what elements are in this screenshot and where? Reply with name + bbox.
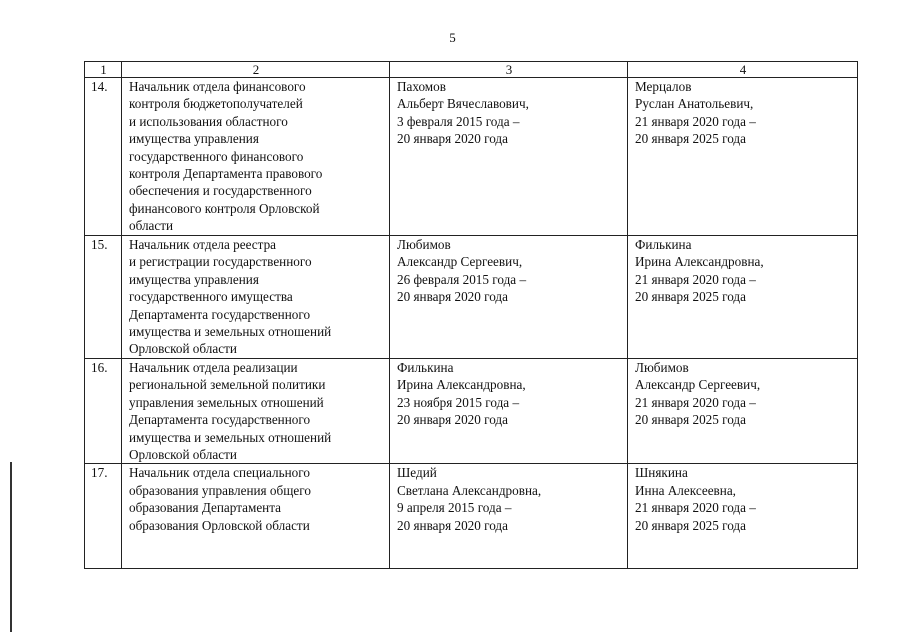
position-line: образования Орловской области (129, 517, 310, 533)
person-line: Ирина Александровна, (397, 377, 526, 393)
position-cell (122, 78, 390, 236)
position-line: и регистрации государственного (129, 254, 312, 270)
person-line: Любимов (635, 360, 689, 375)
appointments-table (84, 61, 858, 569)
row-number: 17. (85, 464, 122, 569)
person-line: 9 апреля 2015 года – (397, 500, 512, 516)
person-line: Альберт Вячеславович, (397, 96, 529, 112)
position-line: финансового контроля Орловской (129, 200, 320, 216)
position-line: Начальник отдела реализации (129, 360, 298, 375)
current-holder-cell (628, 78, 858, 236)
position-line: Департамента государственного (129, 306, 311, 322)
previous-holder-cell (390, 464, 628, 569)
row-number: 16. (85, 359, 122, 464)
position-line: и использования областного (129, 113, 288, 129)
position-cell (122, 464, 390, 569)
person-line: 20 января 2025 года (635, 289, 746, 305)
position-cell (122, 236, 390, 359)
person-line: 23 ноября 2015 года – (397, 394, 520, 410)
position-line: Департамента государственного (129, 412, 311, 428)
person-line: Пахомов (397, 79, 446, 94)
person-line: 20 января 2020 года (397, 289, 508, 305)
table-row (85, 236, 858, 359)
person-line: Ирина Александровна, (635, 254, 764, 270)
position-line: имущества и земельных отношений (129, 324, 332, 340)
person-line: 20 января 2025 года (635, 517, 746, 533)
column-header-3: 3 (390, 62, 628, 78)
person-line: 20 января 2020 года (397, 517, 508, 533)
position-line: государственного финансового (129, 148, 304, 164)
position-line: образования управления общего (129, 482, 311, 498)
position-line: образования Департамента (129, 500, 282, 516)
position-line: Орловской области (129, 341, 237, 357)
position-line: Орловской области (129, 447, 237, 463)
position-line: Начальник отдела реестра (129, 237, 277, 252)
position-line: контроля Департамента правового (129, 166, 323, 182)
person-line: 21 января 2020 года – (635, 394, 756, 410)
position-line: государственного имущества (129, 289, 293, 305)
row-number: 15. (85, 236, 122, 359)
table-header-row (85, 62, 858, 78)
person-line: 21 января 2020 года – (635, 271, 756, 287)
position-cell (122, 359, 390, 464)
column-header-4: 4 (628, 62, 858, 78)
person-line: Руслан Анатольевич, (635, 96, 754, 112)
person-line: 21 января 2020 года – (635, 113, 756, 129)
current-holder-cell (628, 236, 858, 359)
previous-holder-cell (390, 236, 628, 359)
person-line: Шедий (397, 465, 437, 481)
person-line: Шнякина (635, 465, 688, 481)
position-line: области (129, 218, 174, 234)
position-line: контроля бюджетополучателей (129, 96, 303, 112)
previous-holder-cell (390, 359, 628, 464)
person-line: Мерцалов (635, 79, 692, 94)
position-line: имущества и земельных отношений (129, 429, 332, 445)
person-line: Филькина (397, 360, 454, 375)
table-row (85, 78, 858, 236)
person-line: Александр Сергеевич, (397, 254, 523, 270)
position-line: Начальник отдела специального (129, 465, 310, 481)
position-line: имущества управления (129, 271, 259, 287)
position-line: обеспечения и государственного (129, 183, 312, 199)
position-line: имущества управления (129, 131, 259, 147)
person-line: 3 февраля 2015 года – (397, 113, 520, 129)
position-line: Начальник отдела финансового (129, 79, 306, 94)
person-line: 26 февраля 2015 года – (397, 271, 527, 287)
person-line: Филькина (635, 237, 692, 252)
person-line: Александр Сергеевич, (635, 377, 761, 393)
person-line: 20 января 2020 года (397, 412, 508, 428)
person-line: 21 января 2020 года – (635, 500, 756, 516)
row-number: 14. (85, 78, 122, 236)
table-row (85, 464, 858, 569)
person-line: Инна Алексеевна, (635, 482, 736, 498)
position-line: региональной земельной политики (129, 377, 326, 393)
table-row (85, 359, 858, 464)
column-header-1: 1 (85, 62, 122, 78)
person-line: Любимов (397, 237, 451, 252)
page-number: 5 (449, 30, 456, 45)
previous-holder-cell (390, 78, 628, 236)
position-line: управления земельных отношений (129, 394, 324, 410)
current-holder-cell (628, 464, 858, 569)
person-line: Светлана Александровна, (397, 482, 542, 498)
scan-margin-mark (10, 462, 12, 632)
person-line: 20 января 2025 года (635, 412, 746, 428)
column-header-2: 2 (122, 62, 390, 78)
person-line: 20 января 2020 года (397, 131, 508, 147)
person-line: 20 января 2025 года (635, 131, 746, 147)
current-holder-cell (628, 359, 858, 464)
